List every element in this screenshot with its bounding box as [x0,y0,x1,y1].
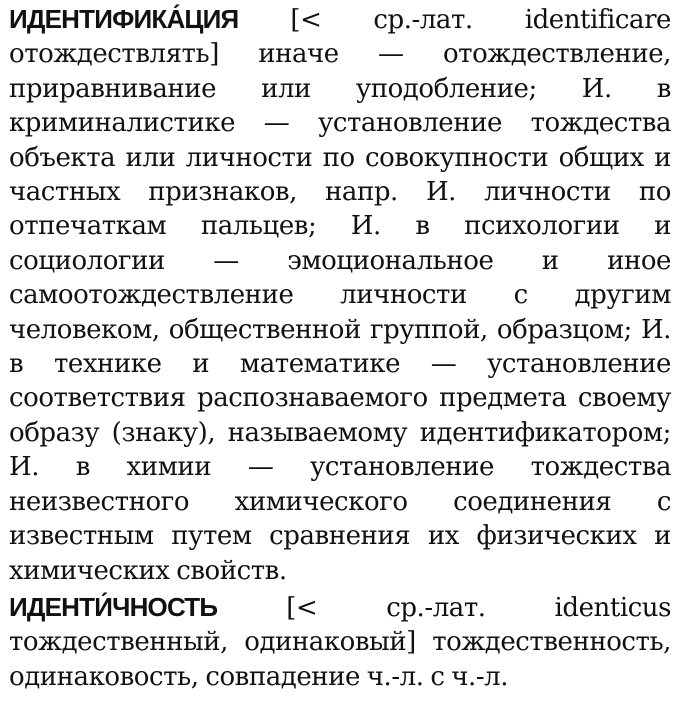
dictionary-entry-identity [9,590,671,694]
entry-headword: ИДЕНТИ́ЧНОСТЬ [9,591,218,622]
entry-definition: [< ср.-лат. identificare отождествлять] иначе — отождествление, приравнивание или уподобление; И. в криминалистике — установление тождества объекта или личности по совокупности общих и частных признаков, напр. И. личности по отпечаткам пальцев; И. в психологии и социологии — эмоциональное и иное самоотождествление личности с другим человеком, общественной группой, образцом; И. в технике и математике — установление соответствия распознаваемого предмета своему образу (знаку), называемому идентификатором; И. в химии — установление тождества неизвестного химического соединения с известным путем сравнения их физических и химических свойств. [9,5,671,586]
dictionary-entry-identification [9,2,671,588]
entry-headword: ИДЕНТИФИКА́ЦИЯ [9,4,239,34]
entry-definition: [< ср.-лат. identicus тождественный, одинаковый] тождественность, одинаковость, совпадение ч.-л. с ч.-л. [9,592,671,692]
